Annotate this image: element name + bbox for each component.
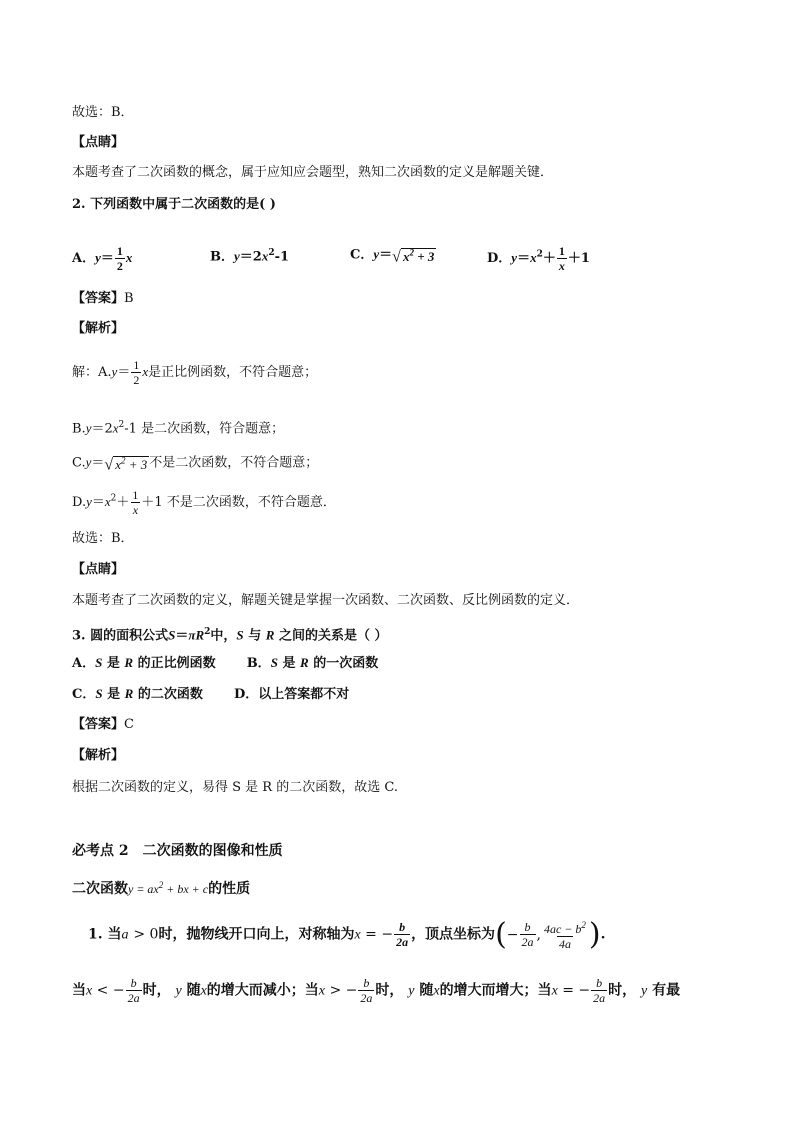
section-label-dianjing: 【点睛】 <box>72 135 125 150</box>
text-line: 根据二次函数的定义，易得 S 是 R 的二次函数，故选 C. <box>72 780 398 795</box>
section-label-jiexi: 【解析】 <box>72 748 125 763</box>
property-1-continued: 当x < − $\frac{b}{2a}$ 时， y 随x的增大而减小；当x > − $\frac{b}{2a}$ 时， y 随x的增大而增大；当x = − $\frac{b}{2a}$ 时， y 有最 <box>72 976 681 1005</box>
property-1: 1. 当a > 0时，抛物线开口向上，对称轴为x = − $\frac{b}{2a}$ ，顶点坐标为 ( − $\frac{b}{2a}$ , $\frac{4ac - b^2}{4a}$ ) . <box>88 916 606 952</box>
option-c: C．y＝√ $x^2 + 3$ <box>350 246 435 266</box>
question-3: 3. 圆的面积公式$S=\pi R^2$中，S 与 R 之间的关系是（ ） <box>72 627 388 644</box>
option-d: D．$y=x^2+$ $\frac{1}{x}$ ＋1 <box>487 244 590 273</box>
solution-d: $D.y=x^2+$ $\frac{1}{x}$ ＋1 不是二次函数，不符合题意． <box>72 488 336 517</box>
text-line: 故选：B． <box>72 105 134 120</box>
section-label-jiexi: 【解析】 <box>72 321 125 336</box>
section-heading: 必考点 2 二次函数的图像和性质 <box>72 843 283 859</box>
question-3-options-row1: A．S 是 R 的正比例函数 B．S 是 R 的一次函数 <box>72 655 379 671</box>
solution-b: $B.y=2x^2-1$ 是二次函数，符合题意； <box>72 420 285 437</box>
text-line: 本题考查了二次函数的定义，解题关键是掌握一次函数、二次函数、反比例函数的定义． <box>72 593 580 608</box>
answer-line: 【答案】B <box>72 291 134 306</box>
option-b: B．$y=2x^2-1$ <box>210 248 290 265</box>
solution-c: C.y＝√ $x^2 + 3$ 不是二次函数，不符合题意； <box>72 454 319 474</box>
question-2: 2. 下列函数中属于二次函数的是( ) <box>72 197 276 212</box>
section-label-dianjing: 【点睛】 <box>72 562 125 577</box>
question-2-options <box>72 236 732 272</box>
properties-heading: 二次函数$y = ax^2$ + bx + c的性质 <box>72 880 251 897</box>
option-a: A．y＝ $\frac{1}{2}$ x <box>72 244 133 273</box>
solution-a: 解：A.y＝ $\frac{1}{2}$ x是正比例函数，不符合题意； <box>72 358 318 387</box>
text-line: 本题考查了二次函数的概念，属于应知应会题型，熟知二次函数的定义是解题关键． <box>72 165 554 180</box>
answer-line: 【答案】C <box>72 717 134 732</box>
question-3-options-row2: C．S 是 R 的二次函数 D．以上答案都不对 <box>72 686 350 702</box>
text-line: 故选：B． <box>72 531 134 546</box>
